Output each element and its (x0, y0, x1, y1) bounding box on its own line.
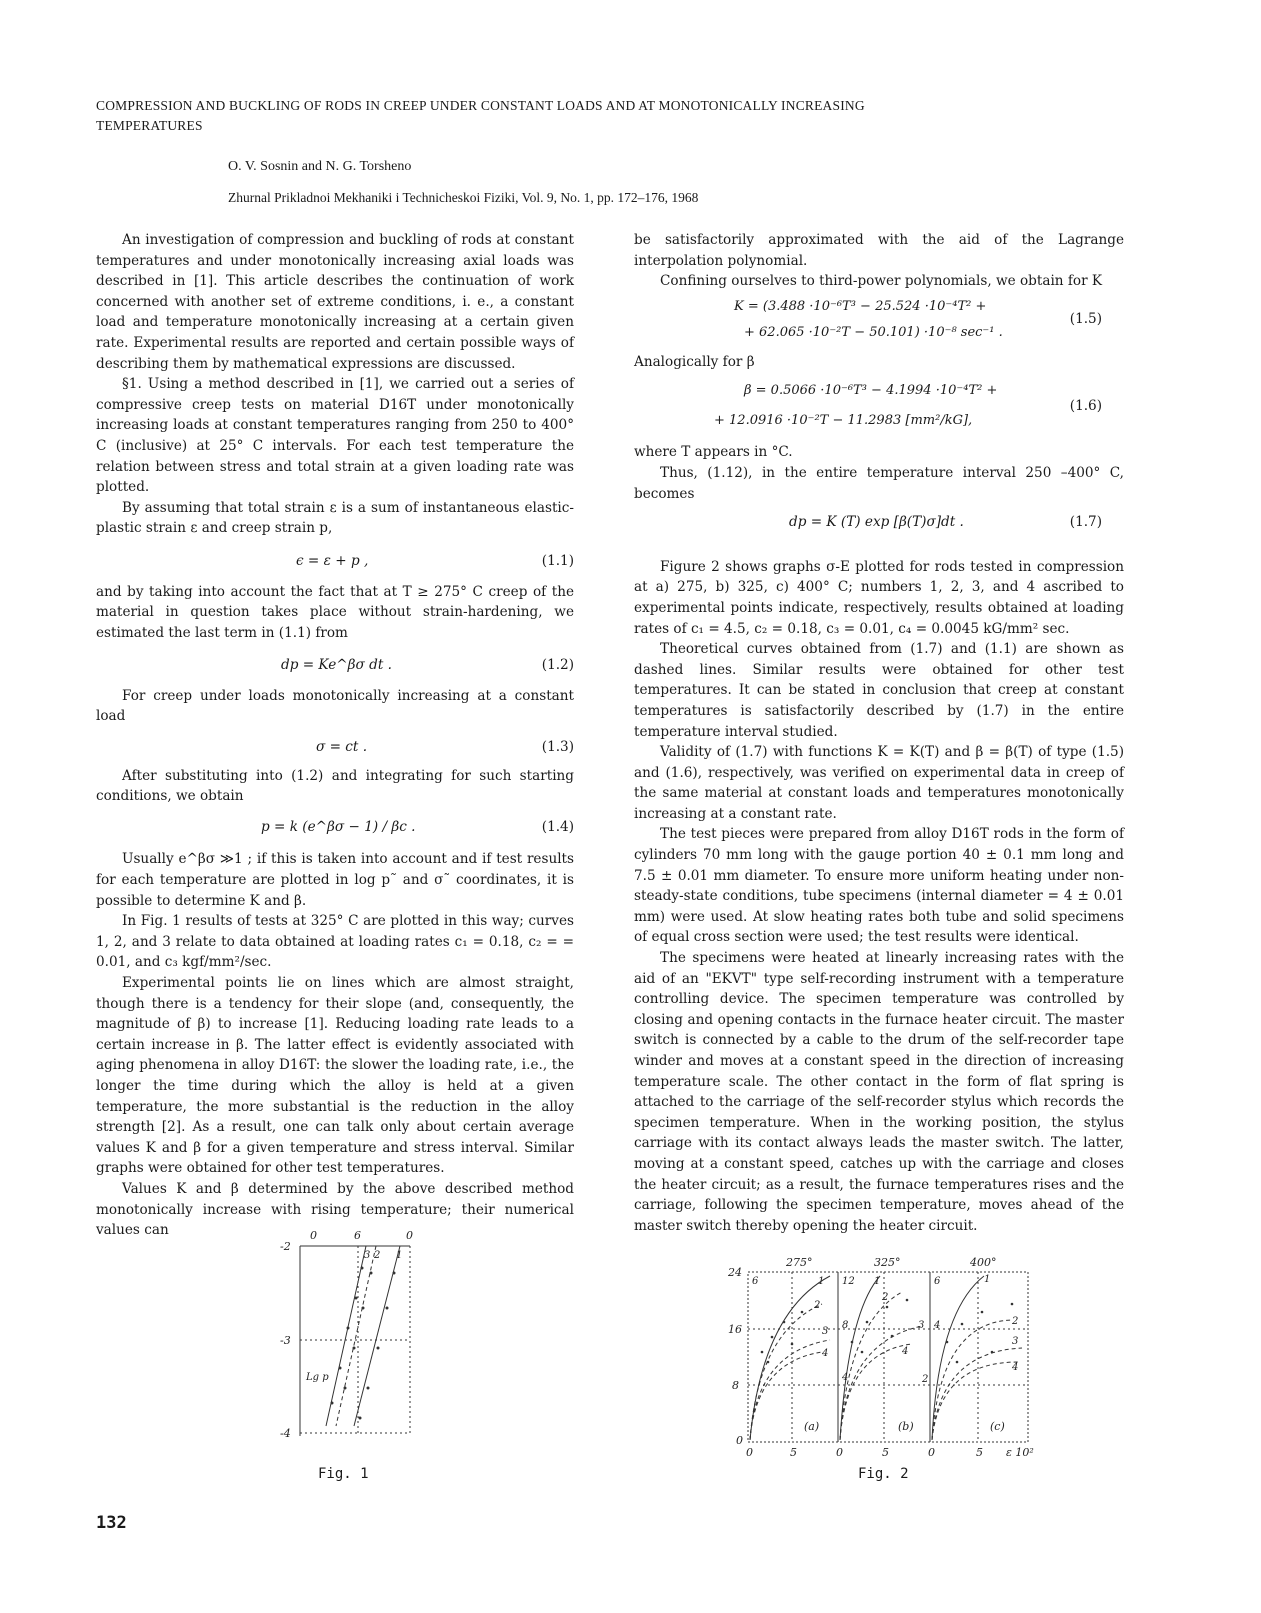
fig2-y-tick: 16 (728, 1323, 742, 1336)
fig2-b-curve-1 (840, 1276, 880, 1440)
fig2-y-tick: 8 (732, 1379, 739, 1392)
paragraph: Theoretical curves obtained from (1.7) and (1.1) are shown as dashed lines. Similar results were obtained for other test temperatures. It can be stated in conclusion that creep at constant temperatures is satisfactorily described by (1.7) in the entire temperature interval studied. (634, 641, 1124, 740)
fig1-point (353, 1347, 356, 1350)
fig2-panel-side-label: 4 (934, 1320, 941, 1331)
fig2-point (767, 1361, 770, 1364)
equation-line: K = (3.488 ·10⁻⁶T³ − 25.524 ·10⁻⁴T² + (734, 298, 987, 314)
equation-1-5 (634, 294, 1124, 346)
figure-1-caption: Fig. 1 (318, 1466, 369, 1482)
equation-number: (1.4) (541, 818, 574, 835)
equation-number: (1.5) (1069, 311, 1102, 328)
fig2-point (761, 1351, 764, 1354)
fig2-c-curve-4 (932, 1362, 1018, 1440)
figure-2 (722, 1252, 1042, 1464)
paragraph: For creep under loads monotonically increasing at a constant load (96, 687, 574, 725)
fig2-point (851, 1341, 854, 1344)
fig2-x-tick: 5 (790, 1446, 797, 1459)
fig2-panel-side-label: 2 (922, 1374, 929, 1385)
fig1-point (359, 1417, 362, 1420)
fig1-point (362, 1307, 365, 1310)
fig2-point (991, 1351, 994, 1354)
paragraph: Figure 2 shows graphs σ-E plotted for rods tested in compression at a) 275, b) 325, c) 400° C; numbers 1, 2, 3, and 4 ascribed to experimental points indicate, respectively, results obtained at loading rates of c₁ = 4.5, c₂ = 0.18, c₃ = 0.01, c₄ = 0.0045 kG/mm² sec. (634, 558, 1124, 637)
fig2-point (906, 1299, 909, 1302)
paragraph: §1. Using a method described in [1], we carried out a series of compressive creep tests on material D16T under monotonically increasing loads at constant temperatures ranging from 250 to 400° C (inclusive) at 25° C intervals. For each test temperature the relation between stress and total strain at a given loading rate was plotted. (96, 376, 574, 496)
fig2-x-tick: 0 (928, 1446, 935, 1459)
fig2-panel-label: (a) (804, 1420, 820, 1433)
fig1-y-tick: -4 (280, 1427, 291, 1440)
fig1-y-tick: -3 (280, 1334, 291, 1347)
paragraph: Thus, (1.12), in the entire temperature interval 250 –400° C, becomes (634, 464, 1124, 502)
fig1-top-tick: 6 (354, 1229, 361, 1242)
equation-line: + 12.0916 ·10⁻²T − 11.2983 [mm²/kG], (714, 413, 973, 429)
equation-number: (1.1) (541, 552, 574, 569)
equation-text: ϵ = ε + p , (296, 552, 369, 569)
left-column (96, 230, 574, 1241)
fig1-point (347, 1327, 350, 1330)
figure-2-caption: Fig. 2 (858, 1466, 909, 1482)
equation-number: (1.6) (1069, 398, 1102, 415)
equation-number: (1.7) (1069, 514, 1102, 531)
fig1-point (393, 1272, 396, 1275)
fig1-point (331, 1402, 334, 1405)
fig1-point (377, 1347, 380, 1350)
fig1-top-tick: 0 (310, 1229, 317, 1242)
fig1-curve-label: 1 (396, 1250, 403, 1261)
fig2-curve-label: 2 (814, 1300, 821, 1311)
fig2-c-curve-3 (932, 1348, 1022, 1440)
journal-citation: Zhurnal Prikladnoi Mekhaniki i Technicheskoi Fiziki, Vol. 9, No. 1, pp. 172–176, 1968 (228, 190, 699, 205)
paragraph: Validity of (1.7) with functions K = K(T) and β = β(T) of type (1.5) and (1.6), respectively, was verified on experimental data in creep of the same material at constant loads and temperatures monotonically increasing at a constant rate. (634, 744, 1124, 822)
equation-number: (1.3) (541, 739, 574, 756)
fig1-point (355, 1297, 358, 1300)
equation-text: dp = Ke^βσ dt . (281, 657, 392, 674)
fig2-curve-label: 3 (1012, 1336, 1019, 1347)
fig1-point (344, 1387, 347, 1390)
fig2-panel-side-label: 6 (752, 1276, 759, 1287)
fig2-point (886, 1306, 889, 1309)
paragraph: Values K and β determined by the above described method monotonically increase with rising temperature; their numerical values can (96, 1180, 574, 1239)
equation-text: σ = ct . (316, 739, 368, 756)
fig2-curve-label: 3 (918, 1320, 925, 1331)
fig2-x-tick: 5 (976, 1446, 983, 1459)
paragraph: By assuming that total strain ε is a sum of instantaneous elastic-plastic strain ε and creep strain p, (96, 499, 574, 537)
paragraph: Analogically for β (634, 353, 755, 370)
fig2-curve-label: 1 (874, 1276, 881, 1287)
fig2-x-tick: 0 (836, 1446, 843, 1459)
fig2-x-tick: 0 (746, 1446, 753, 1459)
fig2-curve-label: 4 (822, 1348, 829, 1359)
fig2-point (771, 1336, 774, 1339)
fig2-curve-label: 1 (984, 1274, 991, 1285)
fig1-point (370, 1272, 373, 1275)
equation-1-3 (96, 737, 574, 758)
fig2-curve-label: 3 (822, 1326, 829, 1337)
paragraph: where T appears in °C. (634, 444, 793, 461)
equation-1-4 (96, 817, 574, 838)
fig2-x-tick: 5 (882, 1446, 889, 1459)
fig2-x-label: ε 10² (1006, 1446, 1034, 1459)
fig1-curve-label: 3 (364, 1250, 371, 1261)
fig2-panel-label: (c) (990, 1420, 1005, 1433)
fig2-point (891, 1335, 894, 1338)
fig2-point (801, 1311, 804, 1314)
fig2-curve-label: 1 (818, 1276, 825, 1287)
fig2-b-curve-2 (840, 1292, 902, 1440)
fig2-point (791, 1343, 794, 1346)
fig1-point (361, 1267, 364, 1270)
fig1-axis-label: Lg p (306, 1372, 329, 1383)
fig1-point (367, 1387, 370, 1390)
fig2-point (981, 1311, 984, 1314)
fig1-y-tick: -2 (280, 1240, 291, 1253)
fig2-panel-side-label: 8 (842, 1320, 849, 1331)
paragraph: Usually e^βσ ≫1 ; if this is taken into account and if test results for each temperature are plotted in log p˜ and σ˜ coordinates, it is possible to determine K and β. (96, 851, 574, 909)
fig2-curve-label: 4 (1012, 1362, 1019, 1373)
paragraph: After substituting into (1.2) and integrating for such starting conditions, we obtain (96, 767, 574, 805)
equation-1-2 (96, 655, 574, 676)
fig2-point (861, 1351, 864, 1354)
paragraph: and by taking into account the fact that at T ≥ 275° C creep of the material in question takes place without strain-hardening, we estimated the last term in (1.1) from (96, 583, 574, 641)
fig2-point (961, 1323, 964, 1326)
equation-1-6 (634, 376, 1124, 436)
paragraph: Experimental points lie on lines which are almost straight, though there is a tendency for their slope (and, consequently, the magnitude of β) to increase [1]. Reducing loading rate leads to a certain increase in β. The latter effect is evidently associated with aging phenomena in alloy D16T: the slower the loading rate, i.e., the longer the time during which the alloy is held at a given temperature, the more substantial is the reduction in the alloy strength [2]. As a result, one can talk only about certain average values K and β for a given temperature and stress interval. Similar graphs were obtained for other test temperatures. (96, 975, 574, 1177)
authors: O. V. Sosnin and N. G. Torsheno (228, 159, 412, 174)
fig1-curve-3 (326, 1246, 366, 1426)
fig2-panel-side-label: 12 (842, 1276, 855, 1287)
equation-line: β = 0.5066 ·10⁻⁶T³ − 4.1994 ·10⁻⁴T² + (744, 383, 998, 399)
paragraph: The specimens were heated at linearly increasing rates with the aid of an "EKVT" type self-recording instrument with a temperature controlling device. The specimen temperature was controlled by closing and opening contacts in the furnace heater circuit. The master switch is connected by a cable to the drum of the self-recorder tape winder and moves at a constant speed in the direction of increasing temperature scale. The other contact in the form of flat spring is attached to the carriage of the self-recorder stylus which records the specimen temperature. When in the working position, the stylus carriage with its contact always leads the master switch. The latter, moving at a constant speed, catches up with the carriage and closes the heater circuit; as a result, the furnace temperatures rises and the carriage, following the specimen temperature, moves ahead of the master switch thereby opening the heater circuit. (634, 950, 1124, 1234)
fig2-temp-label: 325° (874, 1256, 901, 1269)
fig1-top-tick: 0 (406, 1229, 413, 1242)
equation-number: (1.2) (541, 657, 574, 674)
fig2-panel-side-label: 6 (934, 1276, 941, 1287)
right-column (634, 230, 1124, 1236)
fig2-point (1011, 1303, 1014, 1306)
paragraph: An investigation of compression and buckling of rods at constant temperatures and under monotonically increasing axial loads was described in [1]. This article describes the continuation of work concerned with another set of extreme conditions, i. e., a constant load and temperature monotonically increasing at a certain given rate. Experimental results are reported and certain possible ways of describing them by mathematical expressions are discussed. (96, 232, 574, 372)
equation-line: + 62.065 ·10⁻²T − 50.101) ·10⁻⁸ sec⁻¹ . (744, 324, 1003, 340)
equation-text: dp = K (T) exp [β(T)σ]dt . (789, 514, 964, 531)
fig2-point (956, 1361, 959, 1364)
fig2-panel-label: (b) (898, 1420, 914, 1433)
fig1-point (386, 1307, 389, 1310)
fig2-curve-label: 2 (882, 1292, 889, 1303)
fig2-point (866, 1321, 869, 1324)
fig1-curve-label: 2 (374, 1250, 381, 1261)
paragraph: The test pieces were prepared from alloy D16T rods in the form of cylinders 70 mm long with the gauge portion 40 ± 0.1 mm long and 7.5 ± 0.01 mm diameter. To ensure more uniform heating under non-steady-state conditions, tube specimens (internal diameter = 4 ± 0.01 mm) were used. At slow heating rates both tube and solid specimens of equal cross section were used; the test results were identical. (634, 826, 1124, 946)
fig2-point (946, 1341, 949, 1344)
article-title: COMPRESSION AND BUCKLING OF RODS IN CREEP UNDER CONSTANT LOADS AND AT MONOTONICALLY INCREASING TEMPERATURES (96, 98, 865, 133)
fig2-curve-label: 4 (902, 1346, 909, 1357)
fig1-point (339, 1367, 342, 1370)
fig2-y-tick: 0 (736, 1434, 743, 1447)
fig2-panel-side-label: 4 (842, 1372, 849, 1383)
fig2-temp-label: 400° (970, 1256, 997, 1269)
fig2-temp-label: 275° (786, 1256, 813, 1269)
equation-text: p = k (e^βσ − 1) / βc . (261, 818, 416, 835)
fig2-point (783, 1321, 786, 1324)
equation-1-1 (96, 551, 574, 572)
paragraph: Confining ourselves to third-power polynomials, we obtain for K (660, 273, 1103, 290)
fig2-y-tick: 24 (728, 1266, 742, 1279)
paragraph: In Fig. 1 results of tests at 325° C are plotted in this way; curves 1, 2, and 3 relate to data obtained at loading rates c₁ = 0.18, c₂ = = 0.01, and c₃ kgf/mm²/sec. (96, 913, 574, 971)
equation-1-7 (634, 512, 1124, 533)
paragraph: be satisfactorily approximated with the aid of the Lagrange interpolation polynomial. (634, 232, 1124, 269)
fig2-c-curve-1 (932, 1276, 984, 1440)
page-number: 132 (96, 1513, 127, 1533)
fig2-curve-label: 2 (1012, 1316, 1019, 1327)
figure-1 (270, 1228, 430, 1450)
